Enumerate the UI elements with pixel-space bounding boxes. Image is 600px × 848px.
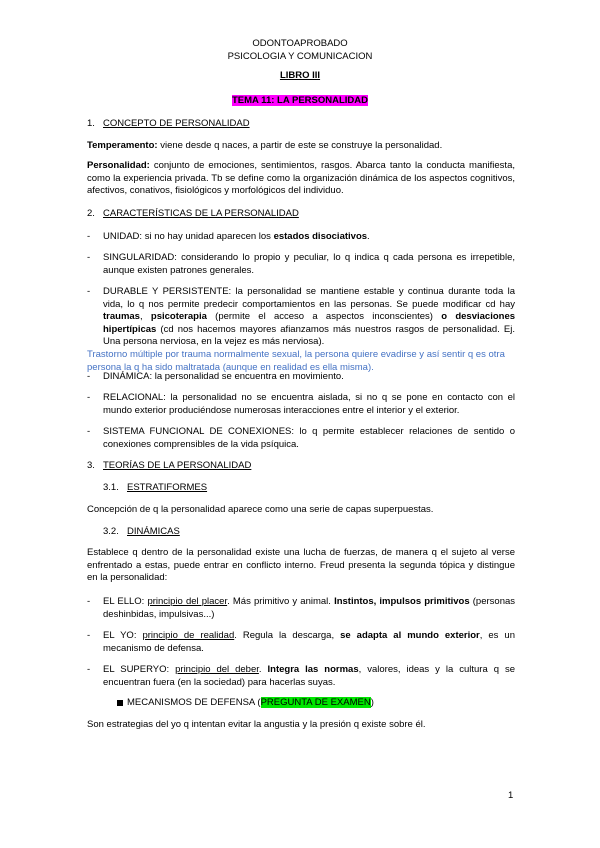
personalidad-paragraph: Personalidad: conjunto de emociones, sentimientos, rasgos. Abarca tanto la conducta manifiesta, como la experiencia privada. Tb se define como la organización dinámica de los aspectos cognitivos, afectivos, conativos, fisiológicos y morfológicos del individuo.: [87, 160, 515, 197]
bullet-dash: -: [87, 252, 91, 263]
section-1-number: 1.: [87, 118, 95, 129]
item-ello: EL ELLO: principio del placer. Más primitivo y animal. Instintos, impulsos primitivos (personas deshinbidas, impulsivas...): [103, 596, 516, 620]
topic-title: TEMA 11: LA PERSONALIDAD: [231, 95, 368, 106]
item-relacional: RELACIONAL: la personalidad no se encuentra aislada, si no q se pone en contacto con el mundo exterior produciéndose numerosas interacciones entre el interior y el exterior.: [103, 392, 515, 416]
mecanismos-text: Son estrategias del yo q intentan evitar la angustia y la presión q existe sobre él.: [87, 719, 426, 730]
section-3-number: 3.: [87, 460, 95, 471]
item-mecanismos: MECANISMOS DE DEFENSA (PREGUNTA DE EXAMEN): [127, 697, 374, 708]
bullet-dash: -: [87, 596, 91, 607]
blue-note: Trastorno múltiple por trauma normalmente sexual, la persona quiere evadirse y así sentir q es otra persona la q ha sido maltratada (aunque en realidad es ella misma).: [87, 349, 505, 373]
item-sistema: SISTEMA FUNCIONAL DE CONEXIONES: lo q permite establecer relaciones de sentido o conexiones comprensibles de la vida psíquica.: [103, 426, 515, 450]
subsection-3-1-number: 3.1.: [103, 482, 119, 493]
section-3-title: TEORÍAS DE LA PERSONALIDAD: [103, 460, 252, 471]
item-durable: DURABLE Y PERSISTENTE: la personalidad se mantiene estable y continua durante toda la vida, lo q nos permite predecir comportamientos en las personas. Se puede modificar cd hay traumas, psicoterapia (permite el acceso a aspectos inconscientes) o desviaciones hipertípicas (cd nos hacemos mayores afianzamos más nuestros rasgos de personalidad. Ej. Una persona nerviosa, en la vejez es más nerviosa).: [103, 286, 516, 348]
bullet-dash: -: [87, 664, 91, 675]
dinamicas-text: Establece q dentro de la personalidad existe una lucha de fuerzas, de manera q el sujeto al verse enfrentado a estas, puede entrar en conflicto interno. Freud presenta la segunda tópica y distingue en la personalidad:: [87, 547, 515, 584]
section-2-title: CARACTERÍSTICAS DE LA PERSONALIDAD: [103, 208, 299, 219]
header-subject: PSICOLOGIA Y COMUNICACION: [227, 51, 373, 62]
item-yo: EL YO: principio de realidad. Regula la descarga, se adapta al mundo exterior, es un mecanismo de defensa.: [103, 630, 515, 654]
header-org: ODONTOAPROBADO: [252, 38, 348, 49]
square-bullet-icon: [117, 700, 123, 706]
bullet-dash: -: [87, 630, 91, 641]
bullet-dash: -: [87, 392, 91, 403]
estratiformes-text: Concepción de q la personalidad aparece como una serie de capas superpuestas.: [87, 504, 434, 515]
section-1-title: CONCEPTO DE PERSONALIDAD: [103, 118, 250, 129]
item-dinamica: DINÁMICA: la personalidad se encuentra en movimiento.: [103, 371, 344, 382]
bullet-dash: -: [87, 231, 91, 242]
temperamento-paragraph: Temperamento: viene desde q naces, a partir de este se construye la personalidad.: [87, 140, 443, 151]
item-superyo: EL SUPERYO: principio del deber. Integra las normas, valores, ideas y la cultura q se encuentran fuera (en la sociedad) para hacerlas suyas.: [103, 664, 515, 688]
section-2-number: 2.: [87, 208, 95, 219]
bullet-dash: -: [87, 286, 91, 297]
book-title: LIBRO III: [279, 70, 321, 81]
subsection-3-2-number: 3.2.: [103, 526, 119, 537]
bullet-dash: -: [87, 371, 91, 382]
subsection-3-2-title: DINÁMICAS: [127, 526, 180, 537]
bullet-dash: -: [87, 426, 91, 437]
item-unidad: UNIDAD: si no hay unidad aparecen los estados disociativos.: [103, 231, 370, 242]
subsection-3-1-title: ESTRATIFORMES: [127, 482, 208, 493]
page-number: 1: [508, 790, 514, 801]
item-singularidad: SINGULARIDAD: considerando lo propio y peculiar, lo q indica q cada persona es irrepetible, aunque existen patrones generales.: [103, 252, 515, 276]
